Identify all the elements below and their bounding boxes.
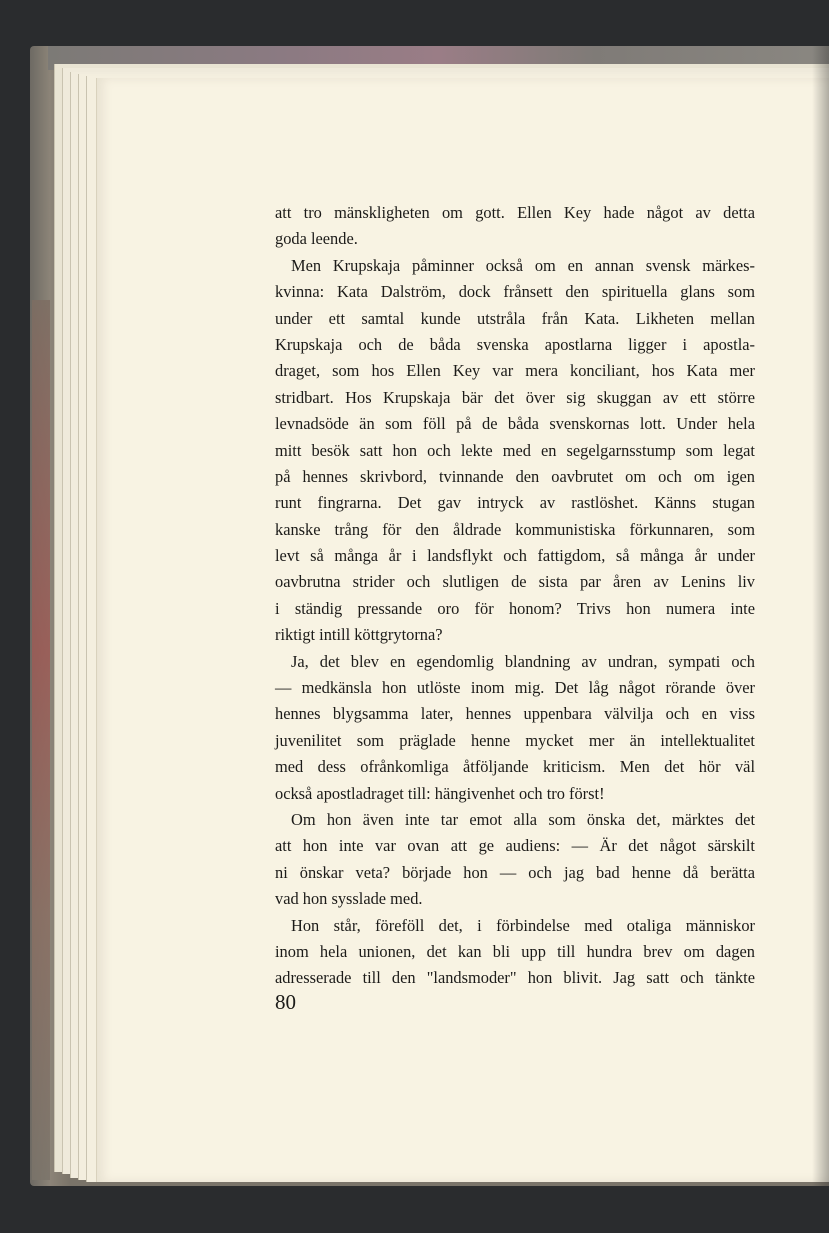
text-line: Hon står, föreföll det, i förbindelse med otaliga människor <box>291 915 755 935</box>
text-line: Krupskaja och de båda svenska apostlarna ligger i apostla- <box>275 334 755 354</box>
text-line: hennes blygsamma later, hennes uppenbara välvilja och en viss <box>275 704 755 724</box>
text-line: — medkänsla hon utlöste inom mig. Det låg något rörande över <box>275 678 755 698</box>
text-line: inom hela unionen, det kan bli upp till hundra brev om dagen <box>275 941 755 961</box>
text-line: ni önskar veta? började hon — och jag bad henne då berätta <box>275 862 755 882</box>
body-text <box>275 200 755 992</box>
text-line: oavbrutna strider och slutligen de sista par åren av Lenins liv <box>275 572 755 592</box>
text-line: draget, som hos Ellen Key var mera konciliant, hos Kata mer <box>275 361 755 381</box>
text-line: juvenilitet som präglade henne mycket mer än intellektualitet <box>275 730 755 750</box>
text-line: adresserade till den "landsmoder" hon blivit. Jag satt och tänkte <box>275 968 755 988</box>
text-line: Men Krupskaja påminner också om en annan svensk märkes- <box>291 255 755 275</box>
book-spine-edge <box>32 300 50 1180</box>
text-line: riktigt intill köttgrytorna? <box>275 625 443 645</box>
text-line: under ett samtal kunde utstråla från Kata. Likheten mellan <box>275 308 755 328</box>
text-line: goda leende. <box>275 229 358 249</box>
text-line: kvinna: Kata Dalström, dock frånsett den spirituella glans som <box>275 282 755 302</box>
text-line: på hennes skrivbord, tvinnande den oavbrutet om och om igen <box>275 466 755 486</box>
text-line: Om hon även inte tar emot alla som önska det, märktes det <box>291 809 755 829</box>
text-line: stridbart. Hos Krupskaja bär det över sig skuggan av ett större <box>275 387 755 407</box>
text-line: Ja, det blev en egendomlig blandning av undran, sympati och <box>291 651 755 671</box>
text-line: kanske trång för den åldrade kommunistiska förkunnaren, som <box>275 519 755 539</box>
page-number: 80 <box>275 990 296 1014</box>
text-line: runt fingrarna. Det gav intryck av rastlöshet. Känns stugan <box>275 493 755 513</box>
text-line: levt så många år i landsflykt och fattigdom, så många år under <box>275 546 755 566</box>
text-line: i ständig pressande oro för honom? Trivs hon numera inte <box>275 598 755 618</box>
text-line: att hon inte var ovan att ge audiens: — Är det något särskilt <box>275 836 755 856</box>
text-line: levnadsöde än som föll på de båda svenskornas lott. Under hela <box>275 414 755 434</box>
text-line: att tro mänskligheten om gott. Ellen Key hade något av detta <box>275 203 755 222</box>
text-line: mitt besök satt hon och lekte med en segelgarnsstump som legat <box>275 440 755 460</box>
text-line: också apostladraget till: hängivenhet och tro först! <box>275 783 605 803</box>
text-line: med dess ofrånkomliga åtföljande kriticism. Men det hör väl <box>275 757 755 777</box>
text-line: vad hon sysslade med. <box>275 889 423 909</box>
page-shadow <box>812 46 829 1186</box>
